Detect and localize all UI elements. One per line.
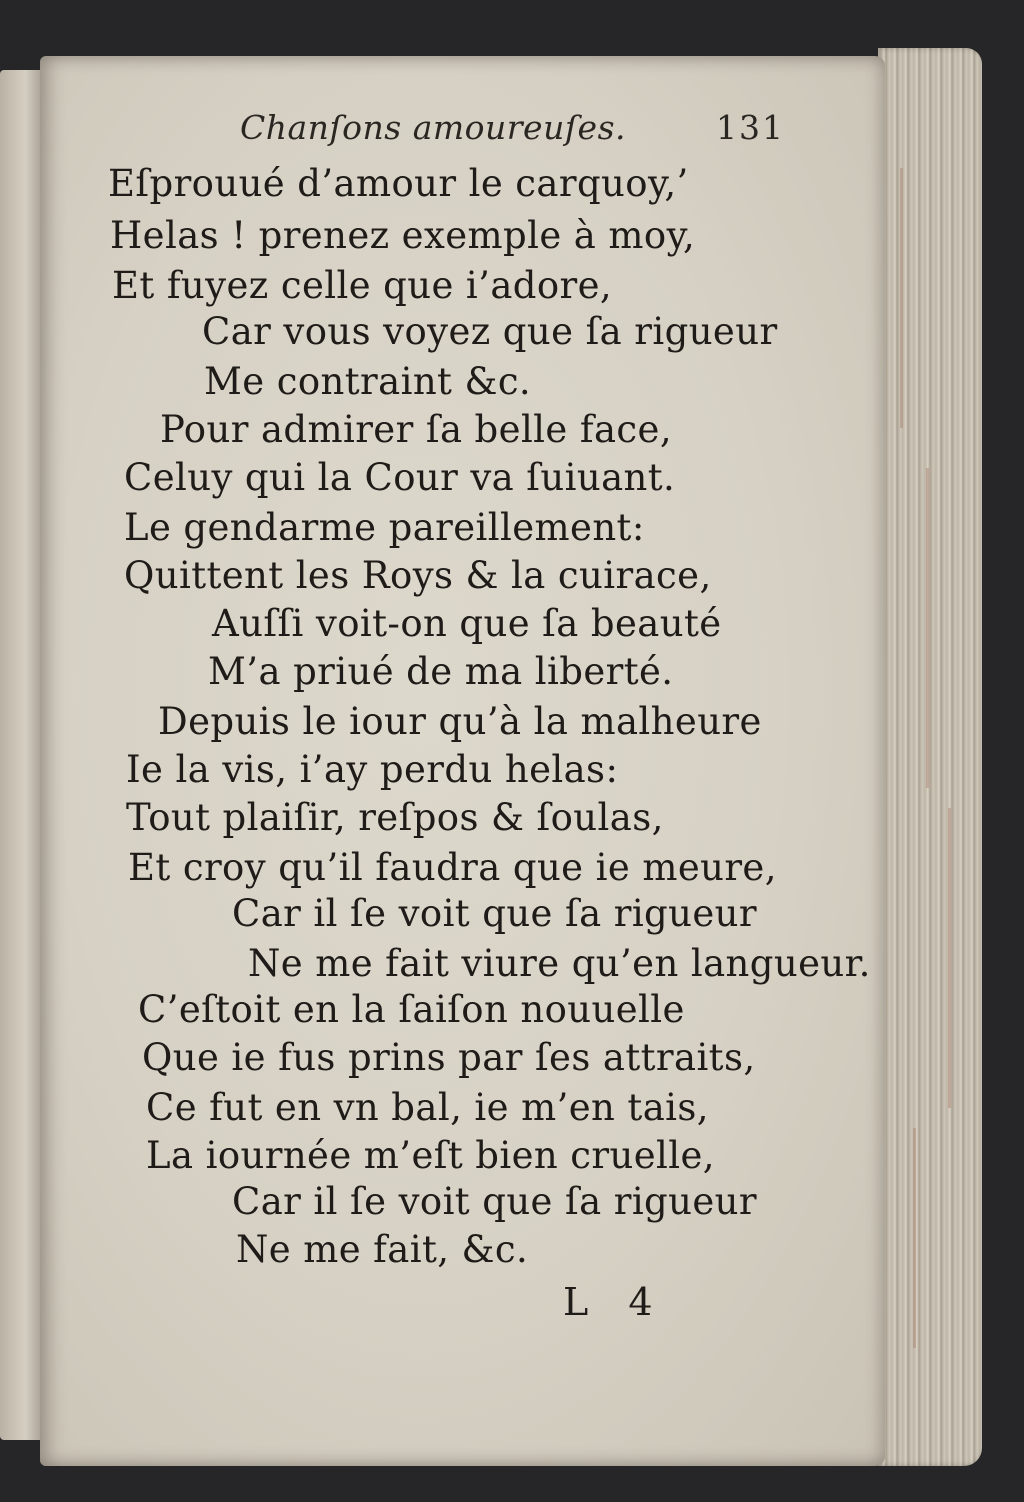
verse-line: Eſprouué d’amour le carquoy,’ xyxy=(108,162,689,205)
verse-line: Quittent les Roys & la cuirace, xyxy=(124,554,712,597)
verse-line: Depuis le iour qu’à la malheure xyxy=(158,700,762,743)
verse-line: Que ie fus prins par ſes attraits, xyxy=(142,1036,756,1079)
verse-line: Ne me fait, &c. xyxy=(236,1228,529,1271)
verse-line: Pour admirer ſa belle face, xyxy=(160,408,672,451)
verse-line: Et croy qu’il faudra que ie meure, xyxy=(128,846,777,889)
verse-line: Car il ſe voit que ſa rigueur xyxy=(232,892,757,935)
verse-line: C’eſtoit en la ſaiſon nouuelle xyxy=(138,988,685,1031)
verse-line: Et fuyez celle que i’adore, xyxy=(112,264,613,307)
verse-line: Car il ſe voit que ſa rigueur xyxy=(232,1180,757,1223)
verse-line: La iournée m’eſt bien cruelle, xyxy=(146,1134,715,1177)
verse-line: Ce fut en vn bal, ie m’en tais, xyxy=(146,1086,709,1129)
signature-mark: L 4 xyxy=(563,1280,667,1324)
page-number: 131 xyxy=(716,108,785,147)
book-fore-edge xyxy=(878,48,982,1466)
verse-line: Me contraint &c. xyxy=(204,360,532,403)
verse-line: Le gendarme pareillement: xyxy=(124,506,645,549)
running-head: Chanſons amoureuſes. xyxy=(240,108,627,147)
verse-line: Celuy qui la Cour va ſuiuant. xyxy=(124,456,676,499)
verse-line: Helas ! prenez exemple à moy, xyxy=(110,214,696,257)
verse-line: Ne me fait viure qu’en langueur. xyxy=(248,942,871,985)
verse-line: Tout plaiſir, reſpos & ſoulas, xyxy=(126,796,664,839)
verse-line: M’a priué de ma liberté. xyxy=(208,650,674,693)
verse-line: Car vous voyez que ſa rigueur xyxy=(202,310,778,353)
verse-line: Ie la vis, i’ay perdu helas: xyxy=(126,748,619,791)
verse-line: Auſſi voit-on que ſa beauté xyxy=(212,602,722,645)
